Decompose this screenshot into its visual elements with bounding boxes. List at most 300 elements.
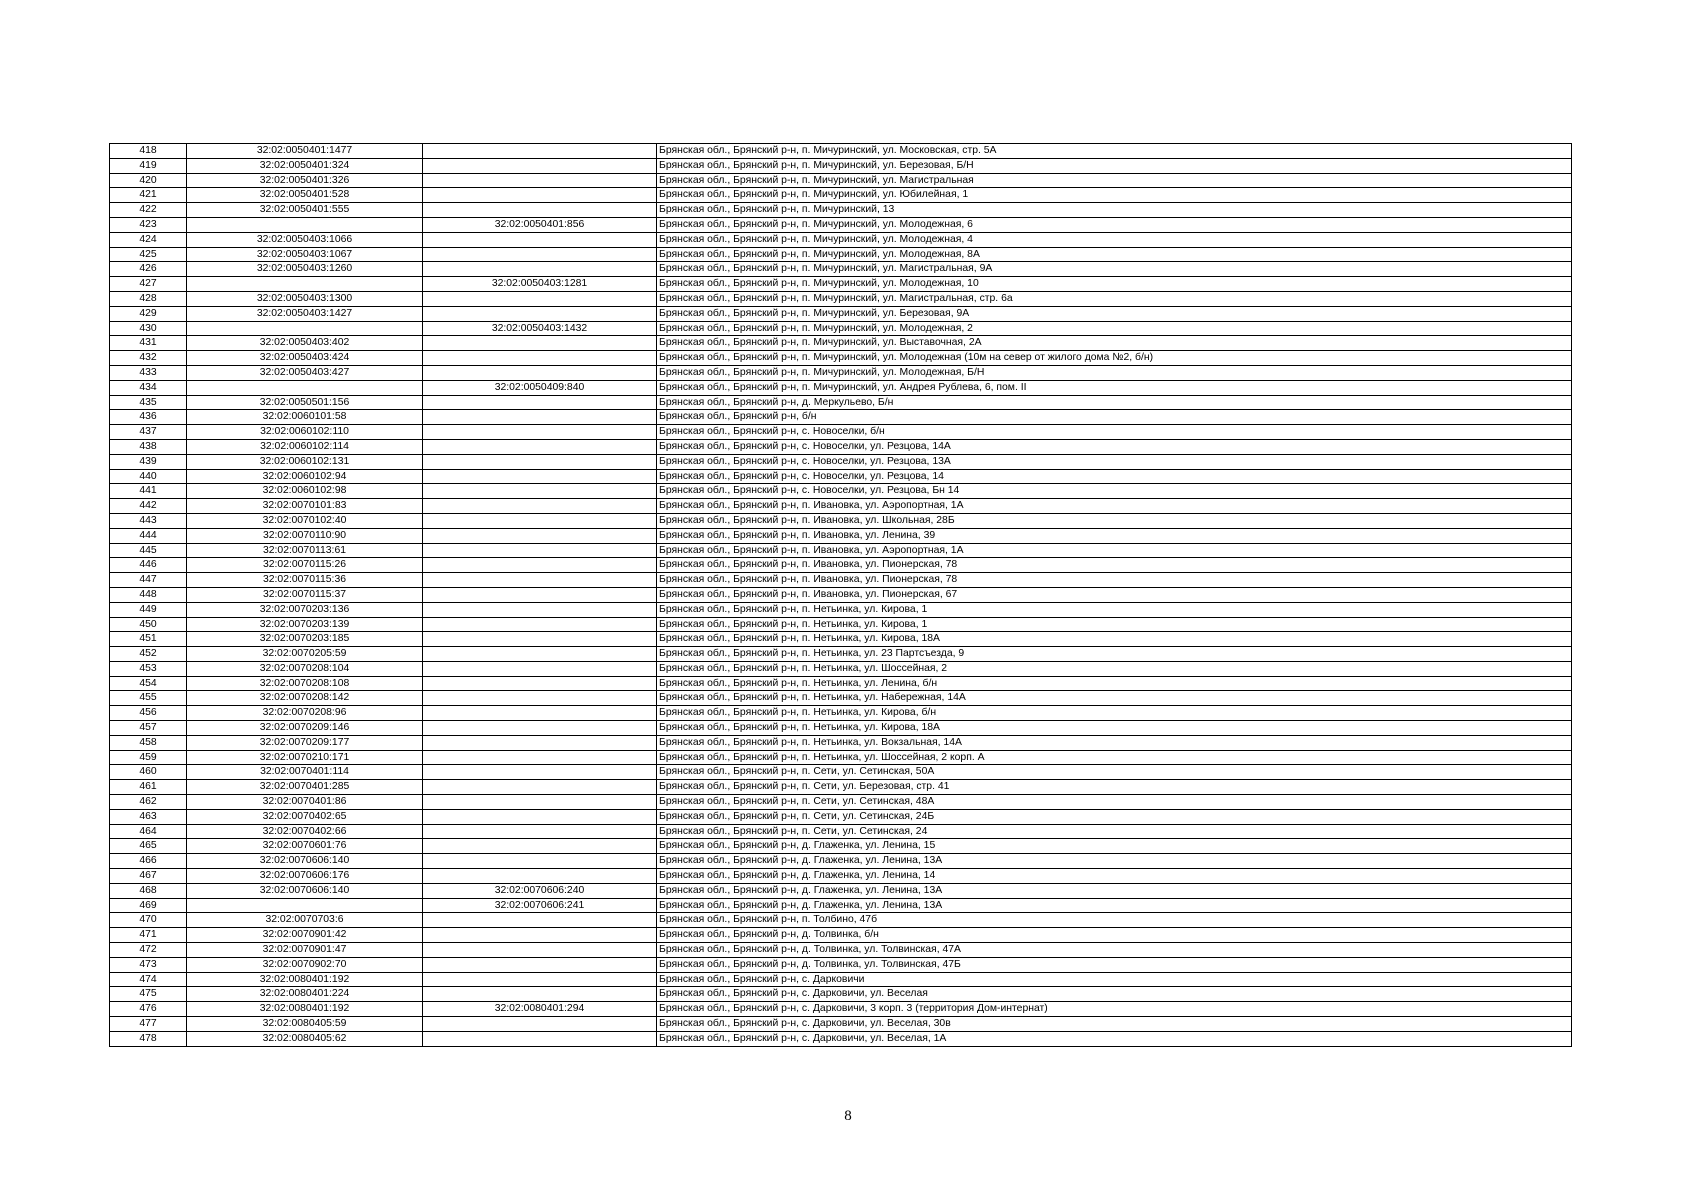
- address-cell: Брянская обл., Брянский р-н, д. Меркульево, Б/н: [657, 395, 1572, 410]
- cadastral-number-cell: 32:02:0050403:1066: [187, 232, 423, 247]
- cadastral-number-cell: 32:02:0070110:90: [187, 528, 423, 543]
- cadastral-number-cell: 32:02:0060102:94: [187, 469, 423, 484]
- cadastral-number-secondary-cell: [423, 587, 657, 602]
- address-cell: Брянская обл., Брянский р-н, п. Нетьинка, ул. 23 Партсъезда, 9: [657, 647, 1572, 662]
- table-row: [110, 913, 1572, 928]
- row-number-cell: 436: [110, 410, 187, 425]
- row-number-cell: 476: [110, 1002, 187, 1017]
- table-row: [110, 957, 1572, 972]
- cadastral-number-secondary-cell: [423, 869, 657, 884]
- cadastral-number-cell: 32:02:0070703:6: [187, 913, 423, 928]
- row-number-cell: 431: [110, 336, 187, 351]
- table-row: [110, 809, 1572, 824]
- cadastral-number-cell: [187, 321, 423, 336]
- table-row: [110, 943, 1572, 958]
- row-number-cell: 428: [110, 291, 187, 306]
- row-number-cell: 452: [110, 647, 187, 662]
- address-cell: Брянская обл., Брянский р-н, п. Мичуринский, ул. Выставочная, 2А: [657, 336, 1572, 351]
- row-number-cell: 460: [110, 765, 187, 780]
- address-cell: Брянская обл., Брянский р-н, с. Новоселки, ул. Резцова, 13А: [657, 454, 1572, 469]
- cadastral-number-secondary-cell: 32:02:0050403:1281: [423, 277, 657, 292]
- table-row: [110, 380, 1572, 395]
- cadastral-number-secondary-cell: [423, 839, 657, 854]
- table-row: [110, 158, 1572, 173]
- cadastral-number-cell: 32:02:0050401:528: [187, 188, 423, 203]
- table-row: [110, 203, 1572, 218]
- page-number: 8: [844, 1108, 852, 1124]
- address-cell: Брянская обл., Брянский р-н, д. Глаженка, ул. Ленина, 15: [657, 839, 1572, 854]
- address-cell: Брянская обл., Брянский р-н, п. Мичуринский, ул. Молодежная, 2: [657, 321, 1572, 336]
- row-number-cell: 470: [110, 913, 187, 928]
- table-row: [110, 587, 1572, 602]
- row-number-cell: 468: [110, 883, 187, 898]
- cadastral-number-secondary-cell: [423, 469, 657, 484]
- address-cell: Брянская обл., Брянский р-н, п. Ивановка, ул. Пионерская, 78: [657, 558, 1572, 573]
- address-cell: Брянская обл., Брянский р-н, п. Ивановка, ул. Аэропортная, 1А: [657, 499, 1572, 514]
- row-number-cell: 455: [110, 691, 187, 706]
- row-number-cell: 461: [110, 780, 187, 795]
- cadastral-number-cell: 32:02:0070401:285: [187, 780, 423, 795]
- address-cell: Брянская обл., Брянский р-н, с. Новоселки, ул. Резцова, 14: [657, 469, 1572, 484]
- cadastral-number-cell: 32:02:0070401:86: [187, 795, 423, 810]
- table-row: [110, 928, 1572, 943]
- address-cell: Брянская обл., Брянский р-н, д. Глаженка, ул. Ленина, 13А: [657, 898, 1572, 913]
- cadastral-number-cell: 32:02:0070115:37: [187, 587, 423, 602]
- table-row: [110, 439, 1572, 454]
- table-row: [110, 425, 1572, 440]
- cadastral-number-secondary-cell: [423, 809, 657, 824]
- row-number-cell: 467: [110, 869, 187, 884]
- table-row: [110, 484, 1572, 499]
- table-row: [110, 898, 1572, 913]
- address-cell: Брянская обл., Брянский р-н, п. Мичуринский, ул. Магистральная, 9А: [657, 262, 1572, 277]
- table-row: [110, 144, 1572, 159]
- address-cell: Брянская обл., Брянский р-н, п. Сети, ул. Березовая, стр. 41: [657, 780, 1572, 795]
- cadastral-number-secondary-cell: [423, 528, 657, 543]
- cadastral-number-secondary-cell: [423, 676, 657, 691]
- row-number-cell: 459: [110, 750, 187, 765]
- cadastral-number-cell: 32:02:0050401:1477: [187, 144, 423, 159]
- table-row: [110, 987, 1572, 1002]
- cadastral-number-secondary-cell: [423, 173, 657, 188]
- cadastral-number-cell: 32:02:0080401:192: [187, 1002, 423, 1017]
- cadastral-number-cell: 32:02:0070101:83: [187, 499, 423, 514]
- cadastral-number-cell: 32:02:0070902:70: [187, 957, 423, 972]
- cadastral-number-secondary-cell: [423, 188, 657, 203]
- address-cell: Брянская обл., Брянский р-н, п. Сети, ул. Сетинская, 50А: [657, 765, 1572, 780]
- row-number-cell: 439: [110, 454, 187, 469]
- cadastral-number-secondary-cell: [423, 735, 657, 750]
- cadastral-number-cell: 32:02:0070209:146: [187, 721, 423, 736]
- table-row: [110, 869, 1572, 884]
- row-number-cell: 464: [110, 824, 187, 839]
- cadastral-number-cell: 32:02:0080401:192: [187, 972, 423, 987]
- row-number-cell: 444: [110, 528, 187, 543]
- address-cell: Брянская обл., Брянский р-н, п. Сети, ул. Сетинская, 48А: [657, 795, 1572, 810]
- table-row: [110, 469, 1572, 484]
- address-cell: Брянская обл., Брянский р-н, п. Сети, ул. Сетинская, 24: [657, 824, 1572, 839]
- cadastral-number-cell: [187, 380, 423, 395]
- address-cell: Брянская обл., Брянский р-н, п. Нетьинка, ул. Кирова, 18А: [657, 632, 1572, 647]
- cadastral-number-secondary-cell: [423, 721, 657, 736]
- cadastral-number-secondary-cell: 32:02:0050403:1432: [423, 321, 657, 336]
- cadastral-number-secondary-cell: [423, 573, 657, 588]
- row-number-cell: 475: [110, 987, 187, 1002]
- cadastral-number-cell: 32:02:0070606:140: [187, 883, 423, 898]
- table-row: [110, 735, 1572, 750]
- cadastral-number-secondary-cell: [423, 158, 657, 173]
- cadastral-number-secondary-cell: [423, 943, 657, 958]
- row-number-cell: 437: [110, 425, 187, 440]
- cadastral-number-secondary-cell: [423, 484, 657, 499]
- address-cell: Брянская обл., Брянский р-н, п. Ивановка, ул. Пионерская, 67: [657, 587, 1572, 602]
- cadastral-number-cell: 32:02:0080405:62: [187, 1031, 423, 1046]
- cadastral-number-cell: 32:02:0070901:47: [187, 943, 423, 958]
- cadastral-number-cell: 32:02:0060102:131: [187, 454, 423, 469]
- cadastral-number-cell: 32:02:0070208:108: [187, 676, 423, 691]
- cadastral-number-cell: 32:02:0080405:59: [187, 1017, 423, 1032]
- cadastral-number-cell: 32:02:0050401:555: [187, 203, 423, 218]
- address-cell: Брянская обл., Брянский р-н, п. Мичуринский, ул. Молодежная (10м на север от жилого дома №2, б/н): [657, 351, 1572, 366]
- row-number-cell: 446: [110, 558, 187, 573]
- cadastral-number-secondary-cell: [423, 647, 657, 662]
- cadastral-number-secondary-cell: [423, 913, 657, 928]
- table-row: [110, 661, 1572, 676]
- cadastral-number-secondary-cell: [423, 765, 657, 780]
- address-cell: Брянская обл., Брянский р-н, с. Дарковичи, ул. Веселая, 1А: [657, 1031, 1572, 1046]
- address-cell: Брянская обл., Брянский р-н, с. Дарковичи, 3 корп. 3 (территория Дом-интернат): [657, 1002, 1572, 1017]
- address-cell: Брянская обл., Брянский р-н, п. Нетьинка, ул. Кирова, б/н: [657, 706, 1572, 721]
- cadastral-number-cell: 32:02:0050403:402: [187, 336, 423, 351]
- property-table-body: [110, 144, 1572, 1047]
- address-cell: Брянская обл., Брянский р-н, п. Мичуринский, ул. Молодежная, 4: [657, 232, 1572, 247]
- cadastral-number-cell: [187, 277, 423, 292]
- cadastral-number-secondary-cell: 32:02:0050401:856: [423, 217, 657, 232]
- cadastral-number-secondary-cell: 32:02:0070606:241: [423, 898, 657, 913]
- cadastral-number-cell: 32:02:0050403:1300: [187, 291, 423, 306]
- address-cell: Брянская обл., Брянский р-н, п. Мичуринский, ул. Магистральная, стр. 6а: [657, 291, 1572, 306]
- row-number-cell: 424: [110, 232, 187, 247]
- row-number-cell: 438: [110, 439, 187, 454]
- table-row: [110, 306, 1572, 321]
- row-number-cell: 419: [110, 158, 187, 173]
- cadastral-number-cell: 32:02:0060102:110: [187, 425, 423, 440]
- row-number-cell: 448: [110, 587, 187, 602]
- address-cell: Брянская обл., Брянский р-н, д. Глаженка, ул. Ленина, 14: [657, 869, 1572, 884]
- table-row: [110, 351, 1572, 366]
- table-row: [110, 602, 1572, 617]
- cadastral-number-cell: 32:02:0070606:176: [187, 869, 423, 884]
- address-cell: Брянская обл., Брянский р-н, с. Дарковичи: [657, 972, 1572, 987]
- table-row: [110, 1031, 1572, 1046]
- row-number-cell: 462: [110, 795, 187, 810]
- cadastral-number-secondary-cell: [423, 691, 657, 706]
- table-row: [110, 528, 1572, 543]
- cadastral-number-secondary-cell: [423, 395, 657, 410]
- cadastral-number-secondary-cell: [423, 706, 657, 721]
- table-row: [110, 765, 1572, 780]
- row-number-cell: 477: [110, 1017, 187, 1032]
- row-number-cell: 420: [110, 173, 187, 188]
- row-number-cell: 478: [110, 1031, 187, 1046]
- address-cell: Брянская обл., Брянский р-н, п. Мичуринский, ул. Молодежная, 8А: [657, 247, 1572, 262]
- cadastral-number-cell: 32:02:0050403:424: [187, 351, 423, 366]
- row-number-cell: 469: [110, 898, 187, 913]
- address-cell: Брянская обл., Брянский р-н, д. Толвинка, б/н: [657, 928, 1572, 943]
- address-cell: Брянская обл., Брянский р-н, с. Дарковичи, ул. Веселая, 30в: [657, 1017, 1572, 1032]
- cadastral-number-cell: 32:02:0050403:1260: [187, 262, 423, 277]
- table-row: [110, 691, 1572, 706]
- cadastral-number-secondary-cell: [423, 661, 657, 676]
- address-cell: Брянская обл., Брянский р-н, п. Мичуринский, ул. Березовая, Б/Н: [657, 158, 1572, 173]
- cadastral-number-secondary-cell: [423, 306, 657, 321]
- table-row: [110, 513, 1572, 528]
- row-number-cell: 453: [110, 661, 187, 676]
- table-row: [110, 336, 1572, 351]
- cadastral-number-cell: 32:02:0070115:36: [187, 573, 423, 588]
- cadastral-number-secondary-cell: [423, 262, 657, 277]
- table-row: [110, 395, 1572, 410]
- table-row: [110, 839, 1572, 854]
- cadastral-number-cell: 32:02:0080401:224: [187, 987, 423, 1002]
- address-cell: Брянская обл., Брянский р-н, п. Нетьинка, ул. Кирова, 18А: [657, 721, 1572, 736]
- table-row: [110, 617, 1572, 632]
- table-row: [110, 854, 1572, 869]
- cadastral-number-secondary-cell: [423, 957, 657, 972]
- row-number-cell: 427: [110, 277, 187, 292]
- address-cell: Брянская обл., Брянский р-н, п. Ивановка, ул. Пионерская, 78: [657, 573, 1572, 588]
- property-table: [109, 143, 1572, 1047]
- table-row: [110, 780, 1572, 795]
- row-number-cell: 447: [110, 573, 187, 588]
- row-number-cell: 422: [110, 203, 187, 218]
- table-row: [110, 972, 1572, 987]
- table-row: [110, 262, 1572, 277]
- cadastral-number-secondary-cell: [423, 780, 657, 795]
- address-cell: Брянская обл., Брянский р-н, п. Нетьинка, ул. Ленина, б/н: [657, 676, 1572, 691]
- row-number-cell: 466: [110, 854, 187, 869]
- cadastral-number-secondary-cell: [423, 454, 657, 469]
- row-number-cell: 450: [110, 617, 187, 632]
- address-cell: Брянская обл., Брянский р-н, с. Дарковичи, ул. Веселая: [657, 987, 1572, 1002]
- row-number-cell: 418: [110, 144, 187, 159]
- cadastral-number-secondary-cell: [423, 543, 657, 558]
- cadastral-number-cell: 32:02:0070401:114: [187, 765, 423, 780]
- table-row: [110, 365, 1572, 380]
- address-cell: Брянская обл., Брянский р-н, п. Сети, ул. Сетинская, 24Б: [657, 809, 1572, 824]
- address-cell: Брянская обл., Брянский р-н, п. Мичуринский, ул. Березовая, 9А: [657, 306, 1572, 321]
- row-number-cell: 425: [110, 247, 187, 262]
- table-row: [110, 321, 1572, 336]
- address-cell: Брянская обл., Брянский р-н, п. Нетьинка, ул. Кирова, 1: [657, 602, 1572, 617]
- cadastral-number-secondary-cell: 32:02:0070606:240: [423, 883, 657, 898]
- row-number-cell: 423: [110, 217, 187, 232]
- table-row: [110, 543, 1572, 558]
- cadastral-number-secondary-cell: [423, 499, 657, 514]
- address-cell: Брянская обл., Брянский р-н, п. Нетьинка, ул. Шоссейная, 2 корп. А: [657, 750, 1572, 765]
- table-row: [110, 232, 1572, 247]
- address-cell: Брянская обл., Брянский р-н, п. Ивановка, ул. Школьная, 28Б: [657, 513, 1572, 528]
- table-row: [110, 499, 1572, 514]
- cadastral-number-secondary-cell: [423, 750, 657, 765]
- cadastral-number-cell: [187, 217, 423, 232]
- address-cell: Брянская обл., Брянский р-н, п. Мичуринский, 13: [657, 203, 1572, 218]
- address-cell: Брянская обл., Брянский р-н, п. Нетьинка, ул. Вокзальная, 14А: [657, 735, 1572, 750]
- table-row: [110, 173, 1572, 188]
- table-row: [110, 706, 1572, 721]
- cadastral-number-secondary-cell: [423, 291, 657, 306]
- row-number-cell: 442: [110, 499, 187, 514]
- address-cell: Брянская обл., Брянский р-н, б/н: [657, 410, 1572, 425]
- row-number-cell: 432: [110, 351, 187, 366]
- cadastral-number-secondary-cell: [423, 1031, 657, 1046]
- cadastral-number-secondary-cell: [423, 1017, 657, 1032]
- address-cell: Брянская обл., Брянский р-н, п. Нетьинка, ул. Кирова, 1: [657, 617, 1572, 632]
- cadastral-number-cell: 32:02:0060101:58: [187, 410, 423, 425]
- row-number-cell: 443: [110, 513, 187, 528]
- cadastral-number-secondary-cell: [423, 987, 657, 1002]
- cadastral-number-secondary-cell: [423, 203, 657, 218]
- table-row: [110, 188, 1572, 203]
- row-number-cell: 458: [110, 735, 187, 750]
- address-cell: Брянская обл., Брянский р-н, п. Мичуринский, ул. Молодежная, 10: [657, 277, 1572, 292]
- cadastral-number-secondary-cell: [423, 602, 657, 617]
- table-row: [110, 1017, 1572, 1032]
- address-cell: Брянская обл., Брянский р-н, п. Ивановка, ул. Ленина, 39: [657, 528, 1572, 543]
- address-cell: Брянская обл., Брянский р-н, с. Новоселки, б/н: [657, 425, 1572, 440]
- address-cell: Брянская обл., Брянский р-н, п. Мичуринский, ул. Московская, стр. 5А: [657, 144, 1572, 159]
- cadastral-number-secondary-cell: [423, 365, 657, 380]
- cadastral-number-cell: 32:02:0070606:140: [187, 854, 423, 869]
- cadastral-number-cell: 32:02:0070402:65: [187, 809, 423, 824]
- address-cell: Брянская обл., Брянский р-н, п. Мичуринский, ул. Магистральная: [657, 173, 1572, 188]
- row-number-cell: 472: [110, 943, 187, 958]
- table-row: [110, 410, 1572, 425]
- row-number-cell: 451: [110, 632, 187, 647]
- address-cell: Брянская обл., Брянский р-н, п. Мичуринский, ул. Молодежная, Б/Н: [657, 365, 1572, 380]
- table-row: [110, 247, 1572, 262]
- cadastral-number-cell: 32:02:0050403:1427: [187, 306, 423, 321]
- address-cell: Брянская обл., Брянский р-н, с. Новоселки, ул. Резцова, 14А: [657, 439, 1572, 454]
- cadastral-number-cell: 32:02:0070113:61: [187, 543, 423, 558]
- cadastral-number-secondary-cell: [423, 439, 657, 454]
- cadastral-number-cell: 32:02:0050403:1067: [187, 247, 423, 262]
- address-cell: Брянская обл., Брянский р-н, п. Нетьинка, ул. Шоссейная, 2: [657, 661, 1572, 676]
- address-cell: Брянская обл., Брянский р-н, п. Толбино, 47б: [657, 913, 1572, 928]
- row-number-cell: 471: [110, 928, 187, 943]
- cadastral-number-secondary-cell: [423, 247, 657, 262]
- cadastral-number-secondary-cell: [423, 617, 657, 632]
- table-row: [110, 824, 1572, 839]
- cadastral-number-cell: 32:02:0060102:98: [187, 484, 423, 499]
- cadastral-number-secondary-cell: [423, 558, 657, 573]
- cadastral-number-cell: 32:02:0070601:76: [187, 839, 423, 854]
- row-number-cell: 441: [110, 484, 187, 499]
- cadastral-number-cell: 32:02:0070203:136: [187, 602, 423, 617]
- row-number-cell: 430: [110, 321, 187, 336]
- row-number-cell: 440: [110, 469, 187, 484]
- table-row: [110, 795, 1572, 810]
- table-row: [110, 883, 1572, 898]
- address-cell: Брянская обл., Брянский р-н, п. Мичуринский, ул. Юбилейная, 1: [657, 188, 1572, 203]
- cadastral-number-secondary-cell: 32:02:0080401:294: [423, 1002, 657, 1017]
- cadastral-number-cell: 32:02:0070208:96: [187, 706, 423, 721]
- cadastral-number-cell: 32:02:0060102:114: [187, 439, 423, 454]
- row-number-cell: 433: [110, 365, 187, 380]
- cadastral-number-secondary-cell: [423, 144, 657, 159]
- row-number-cell: 463: [110, 809, 187, 824]
- cadastral-number-secondary-cell: [423, 425, 657, 440]
- table-row: [110, 750, 1572, 765]
- cadastral-number-cell: [187, 898, 423, 913]
- cadastral-number-secondary-cell: [423, 410, 657, 425]
- cadastral-number-cell: 32:02:0070402:66: [187, 824, 423, 839]
- table-row: [110, 454, 1572, 469]
- row-number-cell: 434: [110, 380, 187, 395]
- cadastral-number-secondary-cell: [423, 351, 657, 366]
- row-number-cell: 454: [110, 676, 187, 691]
- table-row: [110, 676, 1572, 691]
- cadastral-number-cell: 32:02:0070209:177: [187, 735, 423, 750]
- table-row: [110, 291, 1572, 306]
- cadastral-number-cell: 32:02:0070203:185: [187, 632, 423, 647]
- table-row: [110, 721, 1572, 736]
- cadastral-number-secondary-cell: [423, 928, 657, 943]
- cadastral-number-secondary-cell: [423, 972, 657, 987]
- address-cell: Брянская обл., Брянский р-н, д. Толвинка, ул. Толвинская, 47Б: [657, 957, 1572, 972]
- cadastral-number-secondary-cell: [423, 336, 657, 351]
- cadastral-number-cell: 32:02:0050403:427: [187, 365, 423, 380]
- cadastral-number-secondary-cell: [423, 632, 657, 647]
- address-cell: Брянская обл., Брянский р-н, д. Глаженка, ул. Ленина, 13А: [657, 854, 1572, 869]
- row-number-cell: 445: [110, 543, 187, 558]
- address-cell: Брянская обл., Брянский р-н, п. Мичуринский, ул. Андрея Рублева, 6, пом. II: [657, 380, 1572, 395]
- cadastral-number-cell: 32:02:0070203:139: [187, 617, 423, 632]
- address-cell: Брянская обл., Брянский р-н, д. Толвинка, ул. Толвинская, 47А: [657, 943, 1572, 958]
- cadastral-number-secondary-cell: [423, 824, 657, 839]
- cadastral-number-secondary-cell: [423, 232, 657, 247]
- cadastral-number-secondary-cell: [423, 795, 657, 810]
- cadastral-number-cell: 32:02:0070115:26: [187, 558, 423, 573]
- cadastral-number-secondary-cell: [423, 854, 657, 869]
- cadastral-number-cell: 32:02:0070901:42: [187, 928, 423, 943]
- table-row: [110, 217, 1572, 232]
- cadastral-number-cell: 32:02:0050501:156: [187, 395, 423, 410]
- cadastral-number-secondary-cell: [423, 513, 657, 528]
- address-cell: Брянская обл., Брянский р-н, п. Мичуринский, ул. Молодежная, 6: [657, 217, 1572, 232]
- cadastral-number-cell: 32:02:0070102:40: [187, 513, 423, 528]
- address-cell: Брянская обл., Брянский р-н, с. Новоселки, ул. Резцова, Бн 14: [657, 484, 1572, 499]
- cadastral-number-cell: 32:02:0070208:104: [187, 661, 423, 676]
- cadastral-number-cell: 32:02:0070205:59: [187, 647, 423, 662]
- cadastral-number-cell: 32:02:0050401:324: [187, 158, 423, 173]
- row-number-cell: 435: [110, 395, 187, 410]
- table-row: [110, 558, 1572, 573]
- row-number-cell: 457: [110, 721, 187, 736]
- cadastral-number-secondary-cell: 32:02:0050409:840: [423, 380, 657, 395]
- row-number-cell: 474: [110, 972, 187, 987]
- row-number-cell: 426: [110, 262, 187, 277]
- table-row: [110, 277, 1572, 292]
- table-row: [110, 647, 1572, 662]
- address-cell: Брянская обл., Брянский р-н, п. Нетьинка, ул. Набережная, 14А: [657, 691, 1572, 706]
- row-number-cell: 456: [110, 706, 187, 721]
- row-number-cell: 429: [110, 306, 187, 321]
- row-number-cell: 421: [110, 188, 187, 203]
- table-row: [110, 632, 1572, 647]
- address-cell: Брянская обл., Брянский р-н, д. Глаженка, ул. Ленина, 13А: [657, 883, 1572, 898]
- row-number-cell: 465: [110, 839, 187, 854]
